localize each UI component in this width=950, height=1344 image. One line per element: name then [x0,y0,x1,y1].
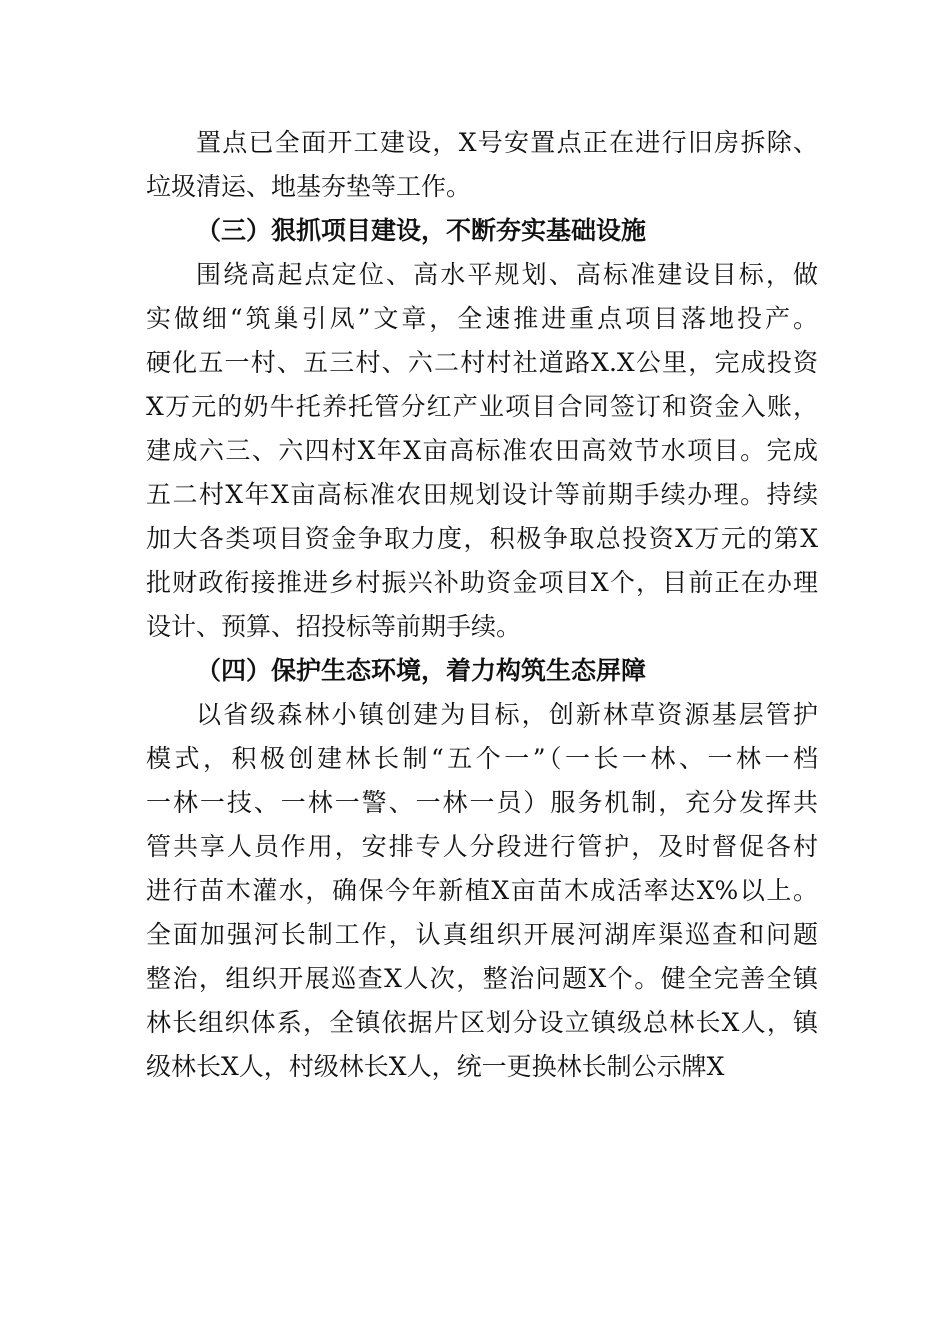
body-text-line: 建成六三、六四村X年X亩高标准农田高效节水项目。完成 [146,436,818,465]
body-text-line: 全面加强河长制工作，认真组织开展河湖库渠巡查和问题 [146,920,818,949]
body-text-line: X万元的奶牛托养托管分红产业项目合同签订和资金入账， [146,392,818,421]
body-text-line: 一林一技、一林一警、一林一员）服务机制，充分发挥共 [146,788,818,817]
body-text-line: 垃圾清运、地基夯垫等工作。 [146,172,472,201]
body-text-line: 以省级森林小镇创建为目标，创新林草资源基层管护 [196,700,818,729]
section-heading-4: （四）保护生态环境，着力构筑生态屏障 [196,656,647,685]
body-text-line: 围绕高起点定位、高水平规划、高标准建设目标，做 [196,260,818,289]
body-text-line: 批财政衔接推进乡村振兴补助资金项目X个，目前正在办理 [146,568,818,597]
body-text-line: 加大各类项目资金争取力度，积极争取总投资X万元的第X [146,524,818,553]
body-text-line: 管共享人员作用，安排专人分段进行管护，及时督促各村 [146,832,818,861]
body-text-line: 实做细“筑巢引凤”文章，全速推进重点项目落地投产。 [146,304,818,333]
body-text-line: 进行苗木灌水，确保今年新植X亩苗木成活率达X%以上。 [146,876,818,905]
body-text-line: 级林长X人，村级林长X人，统一更换林长制公示牌X [146,1052,725,1081]
body-text-line: 整治，组织开展巡查X人次，整治问题X个。健全完善全镇 [146,964,818,993]
body-text-line: 五二村X年X亩高标准农田规划设计等前期手续办理。持续 [146,480,818,509]
section-heading-3: （三）狠抓项目建设，不断夯实基础设施 [196,216,647,245]
body-text-line: 林长组织体系，全镇依据片区划分设立镇级总林长X人，镇 [146,1008,818,1037]
body-text-line: 模式，积极创建林长制“五个一”（一长一林、一林一档 [146,744,818,773]
body-text-line: 硬化五一村、五三村、六二村村社道路X.X公里，完成投资 [146,348,818,377]
body-text-line: 设计、预算、招投标等前期手续。 [146,612,522,641]
body-text-line: 置点已全面开工建设，X号安置点正在进行旧房拆除、 [196,128,818,157]
